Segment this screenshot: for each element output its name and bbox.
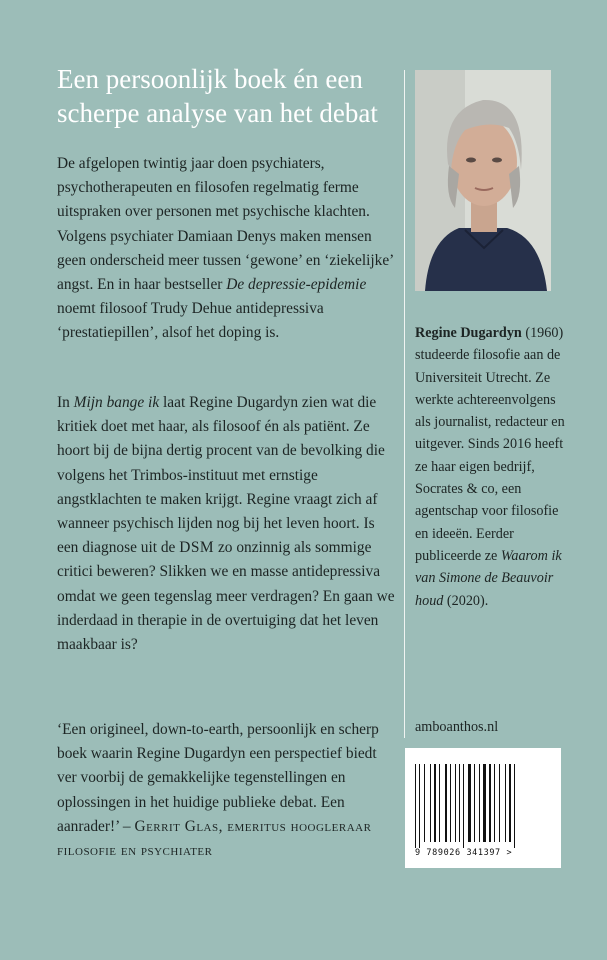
intro-book-title: De depressie-epidemie <box>226 276 367 294</box>
quote-text: ‘Een origineel, down-to-earth, persoonlijk en scherp boek waarin Regine Dugardyn een perspectief biedt ver voorbij de gemakkelijke tegenstellingen en oplossingen in het huidige publieke debat. Een aanrader!’ – <box>57 721 379 835</box>
review-quote <box>57 718 397 863</box>
quote-attribution: Gerrit Glas, emeritus hoogleraar filosofie en psychiater <box>57 817 372 860</box>
isbn-barcode <box>405 748 561 868</box>
intro-text-b: noemt filosoof Trudy Dehue antidepressiva ‘prestatiepillen’, alsof het doping is. <box>57 300 324 342</box>
author-bio <box>415 322 565 612</box>
author-previous-book: Waarom ik van Simone de Beauvoir houd <box>415 547 562 609</box>
headline-line-1: Een persoonlijk boek én een <box>57 64 363 94</box>
dsm-abbreviation: DSM <box>179 539 215 557</box>
intro-text-a: De afgelopen twintig jaar doen psychiaters, psychotherapeuten en filosofen regelmatig ferme uitspraken over personen met psychische klachten. Volgens psychiater Damiaan Denys maken mensen geen onderscheid meer tussen ‘gewone’ en ‘ziekelijke’ angst. En in haar bestseller <box>57 155 394 294</box>
barcode-digits: 9 789026 341397 > <box>415 848 513 858</box>
author-photo <box>415 70 551 291</box>
main-text-b: laat Regine Dugardyn zien wat die kritiek doet met haar, als filosoof én als patiënt. Ze hoort bij de bijna dertig procent van de bevolking die volgens het Trimbos-instituut met ernstige angstklachten te maken krijgt. Regine vraagt zich af wanneer psychisch lijden nog bij het leven hoort. Is een diagnose uit de <box>57 394 385 557</box>
author-bio-a: (1960) studeerde filosofie aan de Universiteit Utrecht. Ze werkte achtereenvolgens als journalist, redacteur en uitgever. Sinds 2016 heeft ze haar eigen bedrijf, Socrates & co, een agentschap voor filosofie en ideeën. Eerder publiceerde ze <box>415 325 565 564</box>
author-name: Regine Dugardyn <box>415 325 522 341</box>
column-divider <box>404 70 405 738</box>
headline-line-2: scherpe analyse van het debat <box>57 98 378 128</box>
publisher-website: amboanthos.nl <box>415 719 499 735</box>
main-text-c: zo onzinnig als sommige critici beweren? Slikken we en masse antidepressiva omdat we geen tegenslag meer verdragen? En gaan we inderdaad in therapie in de overtuiging dat het leven maakbaar is? <box>57 539 395 654</box>
headline <box>57 62 397 130</box>
main-book-title: Mijn bange ik <box>73 394 160 411</box>
main-text-a: In <box>57 394 74 411</box>
author-bio-b: (2020). <box>443 592 489 609</box>
main-paragraph <box>57 391 397 657</box>
intro-paragraph <box>57 152 397 346</box>
